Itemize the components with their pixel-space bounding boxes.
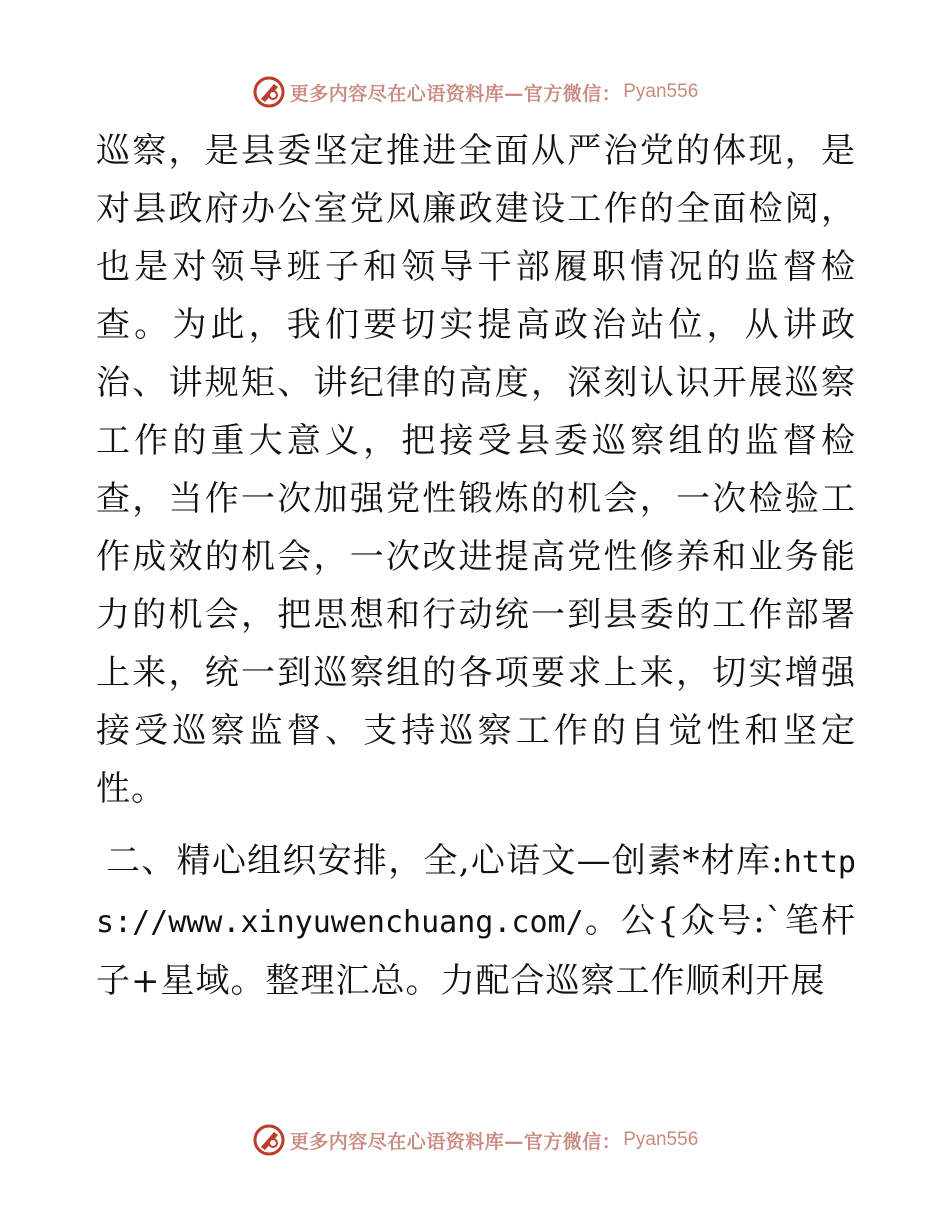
- banner-wechat-id: Pyan556: [623, 81, 699, 102]
- header-banner: [0, 72, 950, 112]
- paragraph-inspection-significance: 巡察，是县委坚定推进全面从严治党的体现，是对县政府办公室党风廉政建设工作的全面检阅，也是对领导班子和领导干部履职情况的监督检查。为此，我们要切实提高政治站位，从讲政治、讲规矩、讲纪律的高度，深刻认识开展巡察工作的重大意义，把接受县委巡察组的监督检查，当作一次加强党性锻炼的机会，一次检验工作成效的机会，一次改进提高党性修养和业务能力的机会，把思想和行动统一到县委的工作部署上来，统一到巡察组的各项要求上来，切实增强接受巡察监督、支持巡察工作的自觉性和坚定性。: [96, 131, 856, 809]
- section-heading-two: [96, 832, 856, 1010]
- banner-text: 更多内容尽在心语资料库—官方微信：: [289, 82, 622, 105]
- website-url: https://www.xinyuwenchuang.com/: [96, 845, 856, 940]
- heading-text-start: 二、精心组织安排，全,心语文—创素*材库:: [106, 841, 784, 881]
- banner-text: 更多内容尽在心语资料库—官方微信：: [289, 1130, 622, 1153]
- brand-logo-icon: [252, 1123, 286, 1157]
- footer-banner: [0, 1120, 950, 1160]
- document-body: [96, 122, 856, 1010]
- banner-wechat-id: Pyan556: [623, 1129, 699, 1150]
- heading-text-end: 。公{众号:`笔杆子+星域。整理汇总。力配合巡察工作顺利开展: [96, 901, 856, 1001]
- brand-logo-icon: [252, 75, 286, 109]
